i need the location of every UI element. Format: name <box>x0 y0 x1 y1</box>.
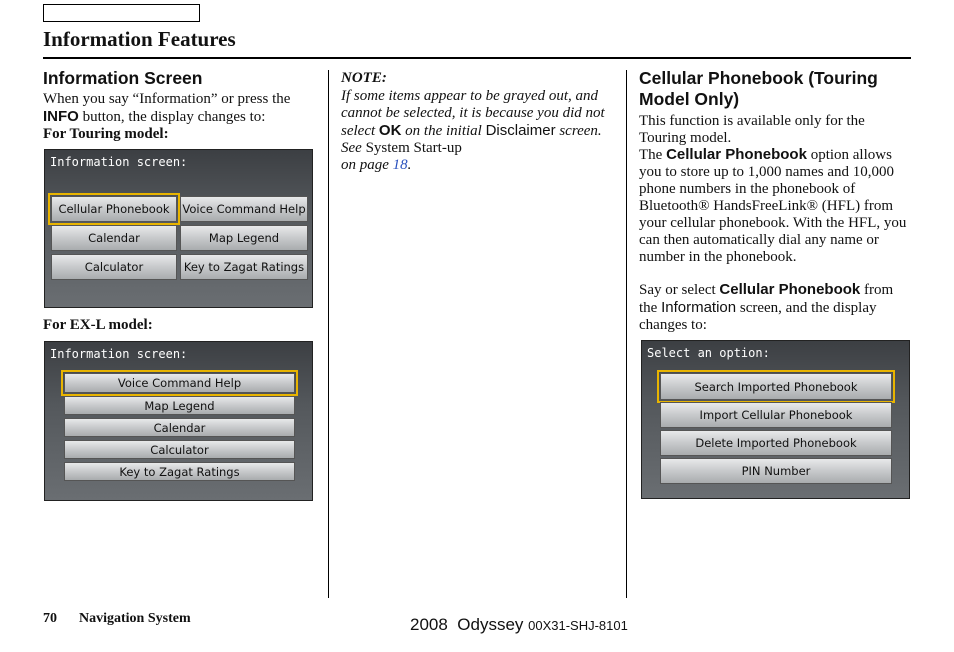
ok-ref: OK <box>378 122 402 139</box>
screen-title: Select an option: <box>647 346 770 360</box>
map-legend-button[interactable]: Map Legend <box>180 225 308 251</box>
calculator-button[interactable]: Calculator <box>51 254 177 280</box>
screen-title: Information screen: <box>50 347 188 361</box>
touring-label: For Touring model: <box>43 126 169 142</box>
cellular-phonebook-ref: Cellular Phonebook <box>719 281 861 298</box>
text: option allows you to store up to 1,000 names and 10,000 phone numbers in the phonebook of Bluetooth® HandsFreeLink® (HFL) from your cellular phonebook. With the HFL, you can then automatically dial any name or number in the phonebook. <box>639 147 907 265</box>
col3-paragraph-2 <box>639 146 911 266</box>
text: button, the display changes to: <box>78 109 266 125</box>
zagat-ratings-button[interactable]: Key to Zagat Ratings <box>64 462 295 481</box>
col3-paragraph-1: This function is available only for the Touring model. <box>639 113 865 146</box>
text: . <box>407 157 412 173</box>
system-startup-ref: System Start-up <box>365 140 462 156</box>
text: from the <box>639 282 894 316</box>
voice-command-help-button[interactable]: Voice Command Help <box>64 373 295 393</box>
header-tab-box <box>43 4 200 22</box>
footer-model <box>410 615 628 635</box>
text: screen, and the display changes to: <box>639 300 877 333</box>
zagat-ratings-button[interactable]: Key to Zagat Ratings <box>180 254 308 280</box>
exl-label: For EX-L model: <box>43 317 153 333</box>
col3-paragraph-3 <box>639 281 911 334</box>
text: on page <box>341 157 393 173</box>
import-cellular-phonebook-button[interactable]: Import Cellular Phonebook <box>660 402 892 428</box>
header-rule <box>43 57 911 59</box>
note-title: NOTE: <box>341 70 387 86</box>
text: Say or select <box>639 282 720 298</box>
column-divider-1 <box>328 70 329 598</box>
select-option-screen <box>641 340 910 499</box>
doc-code: 00X31-SHJ-8101 <box>528 618 628 633</box>
exl-info-screen <box>44 341 313 501</box>
disclaimer-ref: Disclaimer <box>485 122 556 139</box>
pin-number-button[interactable]: PIN Number <box>660 458 892 484</box>
model-name: 2008 Odyssey <box>410 615 529 634</box>
page-number: 70 <box>43 611 57 626</box>
text: screen. See <box>341 123 602 156</box>
text: When you say “Information” or press the <box>43 91 291 107</box>
section-heading-cellular-phonebook: Cellular Phonebook (Touring Model Only) <box>639 68 878 109</box>
col1-paragraph <box>43 91 323 143</box>
note-text <box>341 88 617 174</box>
cellular-phonebook-ref: Cellular Phonebook <box>666 146 807 163</box>
information-ref: Information <box>661 299 737 316</box>
map-legend-button[interactable]: Map Legend <box>64 396 295 415</box>
page-link-18[interactable]: 18 <box>392 157 408 173</box>
cellular-phonebook-button[interactable]: Cellular Phonebook <box>51 196 177 222</box>
text: on the initial <box>401 123 486 139</box>
info-button-ref: INFO <box>43 108 79 125</box>
column-divider-2 <box>626 70 627 598</box>
calendar-button[interactable]: Calendar <box>64 418 295 437</box>
screen-title: Information screen: <box>50 155 188 169</box>
page-title: Information Features <box>43 27 236 51</box>
text: The <box>639 147 667 163</box>
section-heading-information-screen: Information Screen <box>43 68 203 88</box>
touring-info-screen <box>44 149 313 308</box>
calendar-button[interactable]: Calendar <box>51 225 177 251</box>
text: If some items appear to be grayed out, and cannot be selected, it is because you did not select <box>341 88 605 139</box>
search-imported-phonebook-button[interactable]: Search Imported Phonebook <box>660 373 892 400</box>
calculator-button[interactable]: Calculator <box>64 440 295 459</box>
delete-imported-phonebook-button[interactable]: Delete Imported Phonebook <box>660 430 892 456</box>
voice-command-help-button[interactable]: Voice Command Help <box>180 196 308 222</box>
footer-section-name: Navigation System <box>79 611 191 626</box>
